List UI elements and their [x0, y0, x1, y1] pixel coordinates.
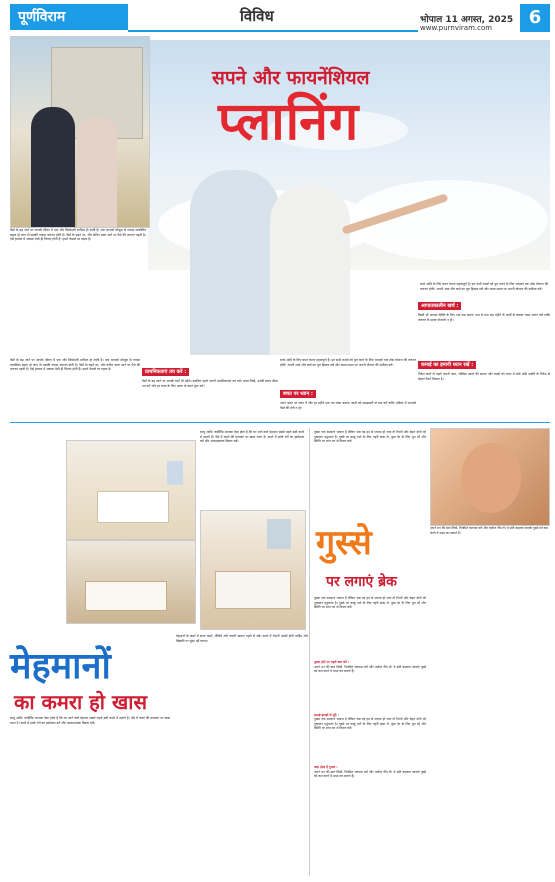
- anger-body-text: गुस्सा एक सामान्य भावना है लेकिन जब यह हद से ज्यादा हो जाए तो रिश्तों और सेहत दोनों को नुकसान पहुंचाता है। गुस्से पर काबू पाने के लिए गहरी सांस लें, कुछ देर के लिए चुप रहें और स्थिति पर शांत मन से विचार करें।: [314, 596, 426, 610]
- guest-body-col2: मेहमानों के कमरे में साफ चादरें, तौलिये और जरूरी सामान पहले से रखें। कमरे में रोशनी अच्छी होनी चाहिए और खिड़की पर सुंदर पर्दे लगाएं।: [176, 634, 308, 643]
- section-body: निवेश करने से पहले अपनी आय, जोखिम उठाने की क्षमता और लक्ष्यों को ध्यान में रखें। लंबी अवधि के निवेश से बेहतर रिटर्न मिलता है।: [418, 372, 550, 381]
- woman-figure: [77, 117, 117, 227]
- house-couple-photo: [10, 36, 150, 228]
- section-heading: कमाई का इमानी ध्यान रखें :: [418, 361, 476, 369]
- guest-title-line1: मेहमानों: [10, 646, 111, 687]
- feature-section-3: [418, 292, 550, 420]
- section-heading: प्राथमिकताएं तय करें :: [142, 368, 189, 376]
- couple-pointing-photo: [140, 140, 450, 355]
- feature-section-2: [280, 358, 416, 420]
- anger-body-text: अपने मन की बात लिखें, नियमित व्यायाम करें और पर्याप्त नींद लें। ये छोटे बदलाव आपके गुस्से को कम करने में मदद कर सकते हैं।: [314, 664, 426, 674]
- anger-body: [314, 596, 426, 876]
- section-label: पूर्णविराम: [10, 4, 128, 30]
- anger-title-line1: गुस्से: [316, 523, 372, 563]
- man-figure: [31, 107, 75, 227]
- window-shape: [167, 461, 183, 485]
- angry-person-photo: [430, 428, 550, 526]
- man-figure: [190, 170, 280, 355]
- bed-shape: [215, 571, 291, 609]
- feature-body-col1: पैसों के बढ़ जाने पर आपके जीवन में एक और जिम्मेदारी शामिल हो जाती है। जब आपको मौजूदा से ज्यादा व्यवस्थित बढ़ता हो जाए तो उसकी ज्यादा जरूरत होती है। पैसों के बढ़ने पर, और कठिन वक्त आने पर पैसे की जरूरत पड़ती है। ऐसे हालात में अक्सर ऐसी ही चिंताएं होती हैं। हमारे फैसले पर पड़ता है।: [10, 358, 140, 372]
- feature-intro: पैसों के बढ़ जाने पर आपके जीवन में एक और जिम्मेदारी शामिल हो जाती है। जब आपको मौजूदा से ज्यादा व्यवस्थित बढ़ता हो जाए तो उसकी ज्यादा जरूरत होती है। पैसों के बढ़ने पर, और कठिन वक्त आने पर पैसे की जरूरत पड़ती है। ऐसे हालात में अक्सर ऐसी ही चिंताएं होती हैं। हमारे फैसले पर पड़ता है।: [10, 228, 146, 242]
- guest-room-photo-1: [66, 440, 196, 540]
- section-body: बच्चे आदि के लिए बचत करना महत्वपूर्ण है। इन सभी लक्ष्यों को पूरा करने के लिए आपको एक ठोस योजना की जरूरत होगी। अपनी आय और खर्च का पूरा हिसाब रखें और समय-समय पर अपनी योजना की समीक्षा करें।: [280, 358, 416, 367]
- feature-side-text: बच्चे आदि के लिए बचत करना महत्वपूर्ण है। इन सभी लक्ष्यों को पूरा करने के लिए आपको एक ठोस योजना की जरूरत होगी। अपनी आय और खर्च का पूरा हिसाब रखें और समय-समय पर अपनी योजना की समीक्षा करें।: [420, 282, 548, 291]
- feature-title-line1: सपने और फायनेंशियल: [212, 67, 370, 89]
- feature-title-line2: प्लानिंग: [218, 92, 360, 152]
- section-body: किसी भी आपात स्थिति के लिए एक फंड बनाएं। कम से कम छह महीने के खर्चों के बराबर रकम अलग रखें ताकि जरूरत के समय परेशानी न हो।: [418, 313, 550, 322]
- feature-section-1: [142, 358, 278, 420]
- edition-date: भोपाल 11 अगस्त, 2025: [420, 15, 514, 25]
- anger-title-line2: पर लगाएं ब्रेक: [326, 574, 397, 590]
- anger-body-text: गुस्सा एक सामान्य भावना है लेकिन जब यह हद से ज्यादा हो जाए तो रिश्तों और सेहत दोनों को नुकसान पहुंचाता है। गुस्से पर काबू पाने के लिए गहरी सांस लें, कुछ देर के लिए चुप रहें और स्थिति पर शांत मन से विचार करें।: [314, 717, 426, 731]
- section-body: पैसों के बढ़ जाने पर आपके खर्चे भी बढ़ेंगे। इसलिए पहले अपनी प्राथमिकताएं तय करें। लक्ष्य लिखें, उनकी समय सीमा तय करें और हर लक्ष्य के लिए अलग से बचत शुरू करें।: [142, 379, 278, 388]
- anger-body-text: अपने मन की बात लिखें, नियमित व्यायाम करें और पर्याप्त नींद लें। ये छोटे बदलाव आपके गुस्से को कम करने में मदद कर सकते हैं।: [314, 769, 426, 779]
- header-rule: [128, 30, 418, 32]
- page-number: 6: [520, 4, 550, 32]
- anger-subheading-2: लड़ाई-झगड़ों से दूरी :: [314, 712, 339, 717]
- guest-room-photo-2: [200, 510, 306, 630]
- section-heading: बचत पर ध्यान :: [280, 390, 316, 398]
- woman-figure: [270, 185, 350, 355]
- website-link[interactable]: www.purnviram.com: [420, 24, 493, 32]
- anger-subheading-3: कहां होता है गुस्सा :: [314, 765, 338, 770]
- anger-intro-text: गुस्सा एक सामान्य भावना है लेकिन जब यह हद से ज्यादा हो जाए तो रिश्तों और सेहत दोनों को नुकसान पहुंचाता है। गुस्से पर काबू पाने के लिए गहरी सांस लें, कुछ देर के लिए चुप रहें और स्थिति पर शांत मन से विचार करें।: [314, 430, 426, 444]
- bed-shape: [97, 491, 169, 523]
- guest-intro-text: बच्चू आदि। कार्डिगैंड आपका ऐसा होता है कि घर आने वाले मेहमान सबसे पहले उसी कमरे में ठहरते हैं। ऐसे में कमरे की सजावट पर खास ध्यान दें। कमरे में हल्के रंगों का इस्तेमाल करें और आरामदायक बिस्तर रखें।: [200, 430, 304, 444]
- section-divider: [10, 422, 550, 423]
- pointing-arm: [341, 193, 448, 235]
- section-body: अपने बजट पर ध्यान दें और हर महीने एक तय रकम बचाएं। खर्चों को समझदारी से कम करें ताकि भविष्य में आपको पैसों की तंगी न हो।: [280, 401, 416, 410]
- anger-side-column: अपने मन की बात लिखें, नियमित व्यायाम करें और पर्याप्त नींद लें। ये छोटे बदलाव आपके गुस्से को कम करने में मदद कर सकते हैं।: [430, 526, 548, 535]
- guest-room-photo-3: [66, 540, 196, 624]
- anger-subheading-1: गुस्सा होने पर पहले क्या करें :: [314, 660, 350, 664]
- guest-body-col1: बच्चू आदि। कार्डिगैंड आपका ऐसा होता है कि घर आने वाले मेहमान सबसे पहले उसी कमरे में ठहरते हैं। ऐसे में कमरे की सजावट पर खास ध्यान दें। कमरे में हल्के रंगों का इस्तेमाल करें और आरामदायक बिस्तर रखें।: [10, 716, 170, 725]
- category-title: विविध: [240, 7, 274, 25]
- column-divider: [309, 428, 310, 876]
- guest-title-line2: का कमरा हो खास: [14, 690, 147, 714]
- bed-shape: [85, 581, 167, 611]
- face-shape: [461, 443, 521, 513]
- section-heading: आपातकालीन खर्च :: [418, 302, 461, 310]
- window-shape: [267, 519, 291, 549]
